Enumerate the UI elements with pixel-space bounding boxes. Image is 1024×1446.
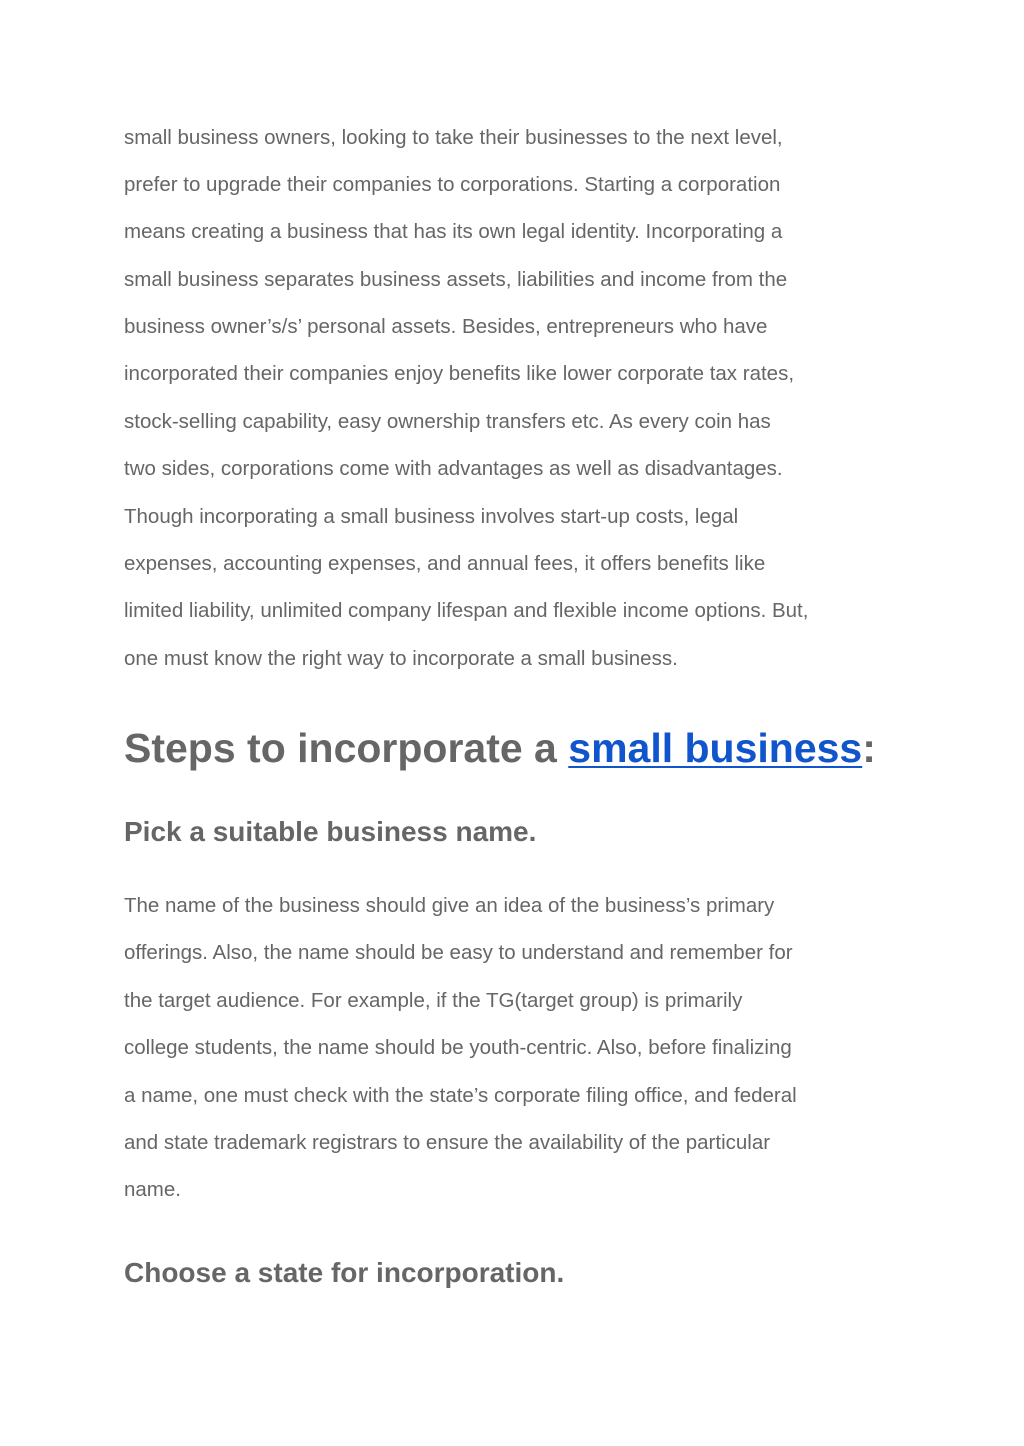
intro-line: business owner’s/s’ personal assets. Besides, entrepreneurs who have (124, 315, 768, 338)
section1-line: offerings. Also, the name should be easy to understand and remember for (124, 941, 793, 964)
section-heading-business-name: Pick a suitable business name. (124, 816, 537, 847)
section-heading-state: Choose a state for incorporation. (124, 1257, 565, 1288)
intro-line: two sides, corporations come with advantages as well as disadvantages. (124, 457, 783, 480)
steps-heading-prefix: Steps to incorporate a (124, 725, 569, 771)
section1-line: college students, the name should be youth-centric. Also, before finalizing (124, 1036, 792, 1059)
intro-line: small business owners, looking to take their businesses to the next level, (124, 126, 783, 149)
intro-line: prefer to upgrade their companies to corporations. Starting a corporation (124, 173, 781, 196)
section1-line: name. (124, 1178, 181, 1201)
section1-line: the target audience. For example, if the TG(target group) is primarily (124, 989, 743, 1012)
section1-line: and state trademark registrars to ensure the availability of the particular (124, 1131, 771, 1154)
steps-heading-suffix: : (862, 725, 876, 771)
steps-heading (124, 723, 876, 773)
intro-line: expenses, accounting expenses, and annual fees, it offers benefits like (124, 552, 766, 575)
intro-line: small business separates business assets, liabilities and income from the (124, 268, 788, 291)
intro-line: Though incorporating a small business involves start-up costs, legal (124, 505, 739, 528)
intro-line: incorporated their companies enjoy benefits like lower corporate tax rates, (124, 362, 795, 385)
small-business-link[interactable]: small business (568, 725, 863, 771)
section1-line: The name of the business should give an idea of the business’s primary (124, 894, 775, 917)
section1-line: a name, one must check with the state’s corporate filing office, and federal (124, 1084, 797, 1107)
intro-line: one must know the right way to incorporate a small business. (124, 647, 678, 670)
intro-line: limited liability, unlimited company lifespan and flexible income options. But, (124, 599, 809, 622)
intro-line: means creating a business that has its own legal identity. Incorporating a (124, 220, 783, 243)
intro-line: stock-selling capability, easy ownership transfers etc. As every coin has (124, 410, 771, 433)
